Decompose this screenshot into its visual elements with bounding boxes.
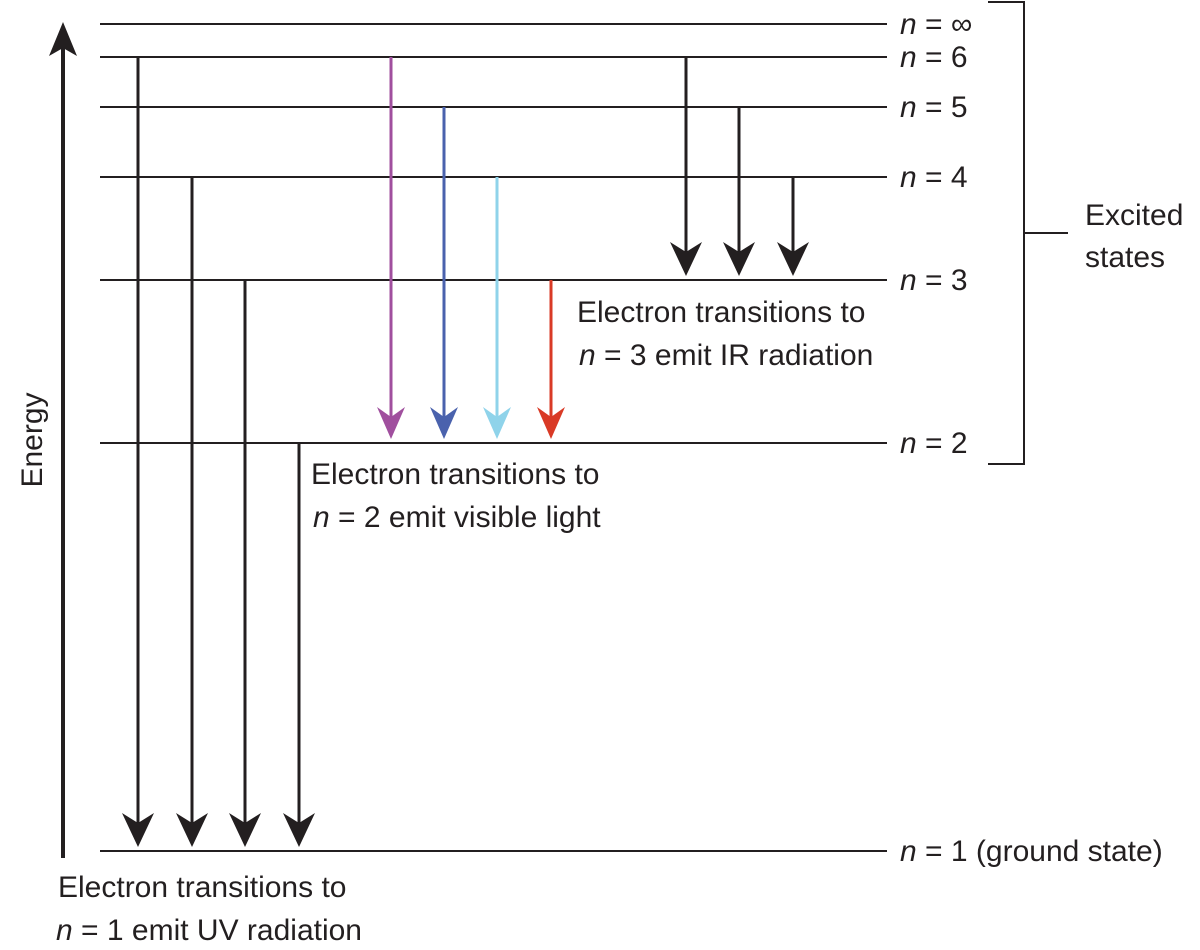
energy-level-6: [100, 41, 968, 74]
level-label-value: 4: [950, 161, 968, 194]
level-label-value: 1: [950, 835, 968, 868]
level-label-value: 6: [950, 41, 968, 74]
excited-states-label-line1: Excited: [1085, 199, 1184, 232]
level-label-value: 5: [950, 91, 968, 124]
transition-arrow-ir-4-to-3: [777, 177, 809, 276]
transition-arrow-visible-5-to-2: [430, 107, 458, 439]
caption-ir: [577, 296, 873, 372]
level-label-n: n: [900, 8, 917, 41]
level-label-1: [900, 835, 1163, 868]
energy-level-5: [100, 91, 968, 124]
level-label-eq: =: [916, 264, 951, 297]
level-label-inf: [900, 8, 972, 41]
level-label-eq: =: [916, 427, 951, 460]
transition-arrow-visible-6-to-2: [377, 57, 405, 439]
level-label-6: [900, 41, 968, 74]
level-label-n: n: [900, 835, 917, 868]
bracket-line: [988, 2, 1024, 464]
transition-arrow-visible-4-to-2: [483, 177, 511, 439]
level-label-4: [900, 161, 968, 194]
energy-level-4: [100, 161, 968, 194]
transition-arrows: [122, 57, 809, 847]
level-label-suffix: (ground state): [967, 835, 1163, 868]
level-label-n: n: [900, 161, 917, 194]
transition-arrow-visible-3-to-2: [537, 280, 565, 439]
caption-visible-rest: = 2 emit visible light: [329, 501, 601, 534]
energy-level-1: [100, 835, 1163, 868]
caption-uv-line2: [56, 914, 362, 947]
level-label-value: ∞: [950, 8, 973, 41]
caption-ir-line1: Electron transitions to: [577, 296, 866, 329]
level-label-2: [900, 427, 968, 460]
caption-visible-line1: Electron transitions to: [311, 458, 600, 491]
excited-states-bracket: [988, 2, 1183, 464]
caption-uv-rest: = 1 emit UV radiation: [72, 914, 362, 947]
transition-arrow-uv-2-to-1: [283, 443, 315, 847]
transition-arrow-uv-4-to-1: [176, 177, 208, 847]
energy-level-2: [100, 427, 968, 460]
level-label-value: 2: [950, 427, 968, 460]
energy-level-3: [100, 264, 968, 297]
energy-axis: [16, 22, 77, 858]
level-label-eq: =: [916, 8, 951, 41]
caption-uv-n: n: [56, 914, 73, 947]
caption-ir-n: n: [579, 339, 596, 372]
level-label-eq: =: [916, 161, 951, 194]
energy-level-inf: [100, 8, 972, 41]
caption-ir-rest: = 3 emit IR radiation: [595, 339, 874, 372]
energy-levels: [100, 8, 1166, 868]
caption-ir-line2: [579, 339, 873, 372]
level-label-5: [900, 91, 968, 124]
level-label-value: 3: [950, 264, 968, 297]
transition-arrow-uv-6-to-1: [122, 57, 154, 847]
level-label-eq: =: [916, 91, 951, 124]
caption-visible-n: n: [313, 501, 330, 534]
caption-uv-line1: Electron transitions to: [58, 871, 347, 904]
transition-arrow-ir-6-to-3: [670, 57, 702, 276]
level-label-n: n: [900, 41, 917, 74]
caption-uv: [56, 871, 362, 947]
excited-states-label-line2: states: [1085, 241, 1166, 274]
level-label-eq: =: [916, 835, 951, 868]
level-label-n: n: [900, 264, 917, 297]
caption-visible: [311, 458, 601, 534]
transition-arrow-uv-3-to-1: [229, 280, 261, 847]
level-label-n: n: [900, 91, 917, 124]
level-label-3: [900, 264, 968, 297]
level-label-n: n: [900, 427, 917, 460]
caption-visible-line2: [313, 501, 601, 534]
energy-axis-label: Energy: [16, 392, 49, 488]
transition-arrow-ir-5-to-3: [723, 107, 755, 276]
level-label-eq: =: [916, 41, 951, 74]
